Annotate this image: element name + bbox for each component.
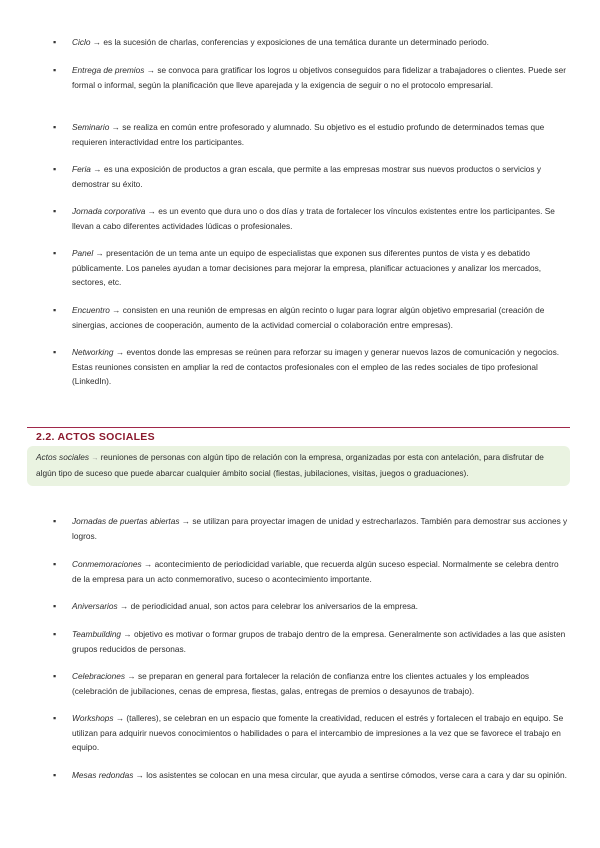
list-item-text [72, 669, 570, 698]
bullet-icon: ▪ [53, 601, 57, 611]
description: se utilizan para proyectar imagen de unidad y estrecharlazos. También para demostrar sus acciones y logros. [72, 516, 568, 541]
description: (talleres), se celebran en un espacio que fomente la creatividad, reducen el estrés y fortalecen el trabajo en equipo. Se utilizan para adquirir nuevos conocimientos o habilidades o para el intercambio de impresiones a la vez que se favorece el trabajo en equipo. [72, 713, 564, 752]
list-item [53, 63, 570, 92]
bullet-icon: ▪ [53, 37, 57, 47]
arrow-icon: → [112, 305, 121, 315]
term: Feria [72, 164, 91, 174]
section-divider [27, 427, 570, 428]
term: Workshops [72, 713, 114, 723]
list-item [53, 711, 570, 755]
arrow-icon: → [119, 601, 129, 611]
term: Mesas redondas [72, 770, 134, 780]
arrow-icon: → [123, 629, 132, 639]
list-item [53, 768, 570, 783]
arrow-icon: → [143, 559, 153, 569]
section-title: 2.2. ACTOS SOCIALES [36, 431, 155, 443]
bullet-icon: ▪ [53, 713, 57, 723]
list-item-text [72, 120, 570, 149]
bullet-icon: ▪ [53, 164, 57, 174]
arrow-icon: → [115, 713, 125, 723]
bullet-icon: ▪ [53, 629, 57, 639]
arrow-icon: → [115, 347, 125, 357]
arrow-icon: → [93, 164, 102, 174]
list-item-text [72, 557, 570, 586]
arrow-icon: → [181, 516, 191, 526]
list-item [53, 35, 570, 50]
arrow-icon: → [111, 122, 120, 132]
term: Entrega de premios [72, 65, 145, 75]
definition-callout [27, 446, 570, 486]
arrow-icon: → [146, 65, 156, 75]
list-item [53, 627, 570, 656]
arrow-icon: → [127, 671, 136, 681]
term: Seminario [72, 122, 110, 132]
term: Jornada corporativa [72, 206, 146, 216]
description: se convoca para gratificar los logros u objetivos conseguidos para fidelizar a trabajadores o clientes. Puede ser formal o informal, según la planificación que lleve aparejada y la exigencia de seguir o no el protocolo empresarial. [72, 65, 566, 90]
bullet-icon: ▪ [53, 206, 57, 216]
description: de periodicidad anual, son actos para celebrar los aniversarios de la empresa. [130, 601, 418, 611]
bullet-icon: ▪ [53, 770, 57, 780]
term: Conmemoraciones [72, 559, 142, 569]
list-item-text [72, 204, 570, 233]
list-item-text [72, 246, 570, 290]
callout-description: reuniones de personas con algún tipo de relación con la empresa, organizadas por esta con antelación, para disfrutar de algún tipo de suceso que puede abarcar cualquier ámbito social (fiestas, jubilaciones, visitas, juegos o graduaciones). [36, 452, 544, 478]
term: Jornadas de puertas abiertas [72, 516, 180, 526]
callout-term: Actos sociales [36, 452, 90, 462]
list-item [53, 303, 570, 332]
bullet-icon: ▪ [53, 516, 57, 526]
description: es la sucesión de charlas, conferencias y exposiciones de una temática durante un determinado periodo. [103, 37, 489, 47]
list-item-text [72, 345, 570, 389]
list-item-text [72, 599, 570, 614]
term: Celebraciones [72, 671, 126, 681]
term: Ciclo [72, 37, 91, 47]
description: se preparan en general para fortalecer la relación de confianza entre los clientes actuales y los empleados (celebración de jubilaciones, cenas de empresa, fiestas, galas, entregas de premios o desayunos de trabajo). [72, 671, 530, 696]
list-item [53, 669, 570, 698]
bullet-icon: ▪ [53, 305, 57, 315]
bullet-icon: ▪ [53, 65, 57, 75]
bullet-icon: ▪ [53, 671, 57, 681]
list-item [53, 514, 570, 543]
term: Networking [72, 347, 114, 357]
arrow-icon: → [92, 37, 102, 47]
list-item [53, 599, 570, 614]
term: Aniversarios [72, 601, 118, 611]
description: se realiza en común entre profesorado y alumnado. Su objetivo es el estudio profundo de determinados temas que requieren interactividad entre los participantes. [72, 122, 545, 147]
description: acontecimiento de periodicidad variable, que recuerda algún suceso especial. Normalmente se celebra dentro de la empresa para un acto conmemorativo, suceso o acontecimiento importante. [72, 559, 559, 584]
description: los asistentes se colocan en una mesa circular, que ayuda a sentirse cómodos, verse cara a cara y dar su opinión. [146, 770, 567, 780]
list-item [53, 345, 570, 389]
term: Panel [72, 248, 94, 258]
term: Encuentro [72, 305, 110, 315]
bullet-icon: ▪ [53, 122, 57, 132]
description: es un evento que dura uno o dos días y trata de fortalecer los vínculos existentes entre los participantes. Se llevan a cabo diferentes actividades lúdicas o profesionales. [72, 206, 555, 231]
list-item [53, 120, 570, 149]
description: presentación de un tema ante un equipo de especialistas que exponen sus diferentes puntos de vista y es debatido públicamente. Los paneles ayudan a tomar decisiones para mejorar la empresa, planificar actuaciones y analizar los mercados, sectores, etc. [72, 248, 542, 287]
arrow-icon: → [91, 455, 99, 462]
list-item-text [72, 711, 570, 755]
bullet-icon: ▪ [53, 559, 57, 569]
arrow-icon: → [147, 206, 156, 216]
list-item-text [72, 627, 570, 656]
description: objetivo es motivar o formar grupos de trabajo dentro de la empresa. Generalmente son actividades a las que asisten grupos reducidos de personas. [72, 629, 566, 654]
list-item-text [72, 35, 570, 50]
list-item [53, 246, 570, 290]
list-item-text [72, 514, 570, 543]
bullet-icon: ▪ [53, 248, 57, 258]
list-item-text [72, 63, 570, 92]
list-item [53, 557, 570, 586]
list-item-text [72, 768, 570, 783]
arrow-icon: → [95, 248, 104, 258]
arrow-icon: → [135, 770, 144, 780]
list-item-text [72, 303, 570, 332]
description: es una exposición de productos a gran escala, que permite a las empresas mostrar sus nuevos productos o servicios y demostrar su éxito. [72, 164, 542, 189]
list-item [53, 162, 570, 191]
list-item-text [72, 162, 570, 191]
description: consisten en una reunión de empresas en algún recinto o lugar para lograr algún objetivo empresarial (creación de sinergias, acciones de cooperación, aumento de la actividad comercial o colaboración entre empresas). [72, 305, 545, 330]
list-item [53, 204, 570, 233]
term: Teambuilding [72, 629, 122, 639]
description: eventos donde las empresas se reúnen para reforzar su imagen y generar nuevos lazos de comunicación y negocios. Estas reuniones consisten en ampliar la red de contactos profesionales con el empleo de las redes sociales de tipo profesional (LinkedIn). [72, 347, 560, 386]
bullet-icon: ▪ [53, 347, 57, 357]
